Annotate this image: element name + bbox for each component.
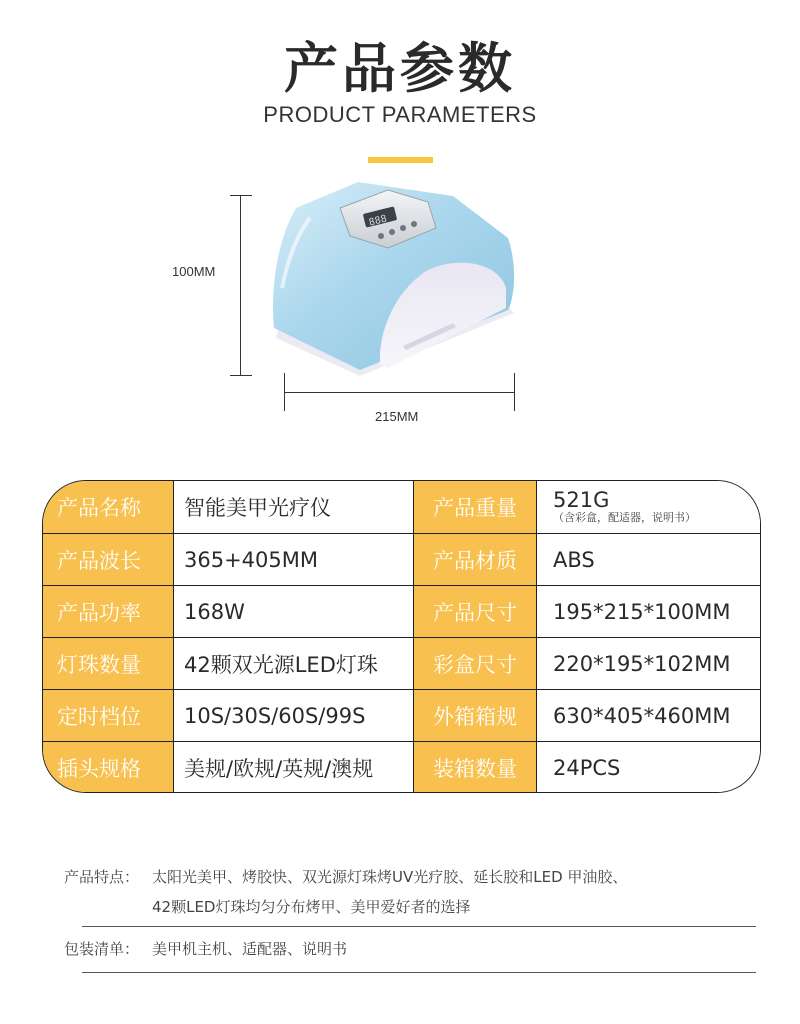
features-line-2: 42颗LED灯珠均匀分布烤甲、美甲爱好者的选择 xyxy=(152,898,471,916)
parameter-table xyxy=(42,480,761,793)
divider xyxy=(82,926,756,927)
param-value: 42颗双光源LED灯珠 xyxy=(173,638,413,690)
packing-value: 美甲机主机、适配器、说明书 xyxy=(152,940,348,958)
param-value: 美规/欧规/英规/澳规 xyxy=(173,742,413,793)
param-value: 630*405*460MM xyxy=(536,690,760,742)
table-row xyxy=(43,741,760,793)
page-title-en: PRODUCT PARAMETERS xyxy=(263,102,537,127)
height-dimension-line xyxy=(240,195,241,375)
height-dimension-label: 100MM xyxy=(172,264,216,279)
svg-text:888: 888 xyxy=(367,213,389,229)
param-label: 定时档位 xyxy=(43,690,173,742)
param-value: 195*215*100MM xyxy=(536,586,760,638)
param-value: 24PCS xyxy=(536,742,760,793)
param-label: 灯珠数量 xyxy=(43,638,173,690)
width-dimension-line xyxy=(284,392,515,393)
param-label: 产品重量 xyxy=(413,481,536,533)
param-label: 产品名称 xyxy=(43,481,173,533)
param-value: 521G xyxy=(553,488,610,512)
width-dimension-label: 215MM xyxy=(375,409,419,424)
table-row xyxy=(43,533,760,586)
param-value: 智能美甲光疗仪 xyxy=(173,481,413,533)
height-dimension-cap-top xyxy=(230,195,252,196)
features-line-1: 太阳光美甲、烤胶快、双光源灯珠烤UV光疗胶、延长胶和LED 甲油胶、 xyxy=(152,868,628,886)
title-underline xyxy=(368,157,433,163)
param-value: 10S/30S/60S/99S xyxy=(173,690,413,742)
param-value: 220*195*102MM xyxy=(536,638,760,690)
param-label: 彩盒尺寸 xyxy=(413,638,536,690)
param-value-cell xyxy=(536,481,760,533)
param-label: 产品尺寸 xyxy=(413,586,536,638)
param-value: 168W xyxy=(173,586,413,638)
param-label: 产品材质 xyxy=(413,534,536,586)
table-row xyxy=(43,689,760,742)
table-row xyxy=(43,481,760,533)
param-label: 插头规格 xyxy=(43,742,173,793)
nail-lamp-image xyxy=(268,178,518,388)
page-title-cn: 产品参数 xyxy=(284,37,516,100)
param-note: （含彩盒，配适器，说明书） xyxy=(553,511,696,524)
param-label: 装箱数量 xyxy=(413,742,536,793)
divider xyxy=(82,972,756,973)
table-row xyxy=(43,637,760,690)
param-value: ABS xyxy=(536,534,760,586)
packing-label: 包装清单： xyxy=(64,940,140,958)
height-dimension-cap-bottom xyxy=(230,375,252,376)
features-label: 产品特点： xyxy=(64,868,140,886)
param-label: 外箱箱规 xyxy=(413,690,536,742)
table-row xyxy=(43,585,760,638)
param-value: 365+405MM xyxy=(173,534,413,586)
param-label: 产品功率 xyxy=(43,586,173,638)
param-label: 产品波长 xyxy=(43,534,173,586)
